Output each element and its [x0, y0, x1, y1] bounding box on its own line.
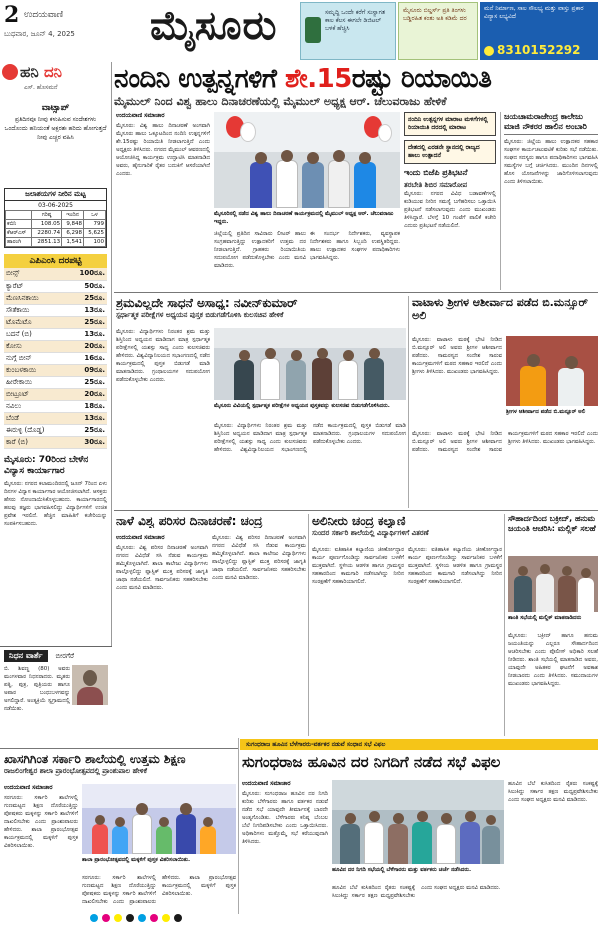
- photo-person: [312, 358, 332, 400]
- mid-story-body: ಮೈಸೂರು: ನಗರದ ವಿವಿಧ ಬಡಾವಣೆಗಳಲ್ಲಿ ಕುಡಿಯುವ ನೀರಿನ ಸಮಸ್ಯೆ ಬಗೆಹರಿಸಲು ಒತ್ತಾಯಿಸಿ ಪ್ರತಿಭಟನೆ ನಡೆಸಲಾಗುವುದು ಎಂದು ಮುಖಂಡರು ತಿಳಿಸಿದ್ದಾರೆ. ಬೆಳಗ್ಗೆ 10 ಗಂಟೆಗೆ ಪಾಲಿಕೆ ಕಚೇರಿ ಎದುರು ಪ್ರತಿಭಟನೆ ನಡೆಯಲಿದೆ.: [404, 191, 496, 229]
- section-divider: [114, 292, 598, 293]
- sringeri-story-headline[interactable]: ವಾಟಾಳು ಶ್ರೀಗಳ ಆಶೀರ್ವಾದ ಪಡೆದ ಬಿ.ಮನ್ಸೂರ್ ಅಲಿ: [412, 296, 588, 322]
- photo-person: [388, 824, 408, 864]
- flower-photo: [332, 780, 504, 864]
- item-name: ಕ್ಯಾರೆಟ್: [4, 280, 65, 292]
- labour-story-body: ಮೈಸೂರು: ವಿದ್ಯಾರ್ಥಿಗಳು ನಿರಂತರ ಶ್ರಮ ಮತ್ತು ಶಿಸ್ತಿನಿಂದ ಅಧ್ಯಯನ ಮಾಡಿದಾಗ ಮಾತ್ರ ಸ್ಪರ್ಧಾತ್ಮಕ ಪರೀಕ್ಷೆಗಳಲ್ಲಿ ಯಶಸ್ಸು ಸಾಧ್ಯ ಎಂದು ಕುಲಸಚಿವರು ಹೇಳಿದರು. ವಿಶ್ವವಿದ್ಯಾನಿಲಯದ ಸಭಾಂಗಣದಲ್ಲಿ ನಡೆದ ಕಾರ್ಯಕ್ರಮದಲ್ಲಿ ಪುಸ್ತಕ ಬಿಡುಗಡೆ ಮಾಡಿ ಮಾತನಾಡಿದರು. ಗ್ರಂಥಾಲಯಗಳ ಸದುಪಯೋಗ ಪಡೆದುಕೊಳ್ಳಬೇಕು ಎಂದರು.: [116, 329, 210, 383]
- honey-title-b: ದನಿ: [43, 63, 63, 81]
- item-name: ಬೀಟ್ರೂಟ್: [4, 388, 65, 400]
- kalyani-story-subheadline: ಸುಂದರ ಸರ್ಕಾರಿ ಶಾಲೆಯಲ್ಲಿ ವಿದ್ಯಾರ್ಥಿಗಳಿಗೆ ವಿತರಣೆ: [312, 529, 429, 537]
- table-cell: 2280.74: [32, 229, 62, 238]
- photo-balloon: [378, 124, 392, 142]
- labour-photo: [214, 328, 406, 400]
- photo-person-head: [345, 813, 356, 824]
- lead-headline-part: ನಂದಿನಿ ಉತ್ಪನ್ನಗಳಿಗೆ: [114, 64, 285, 94]
- ad-box-digital[interactable]: [300, 2, 396, 60]
- school-story-head-block: [4, 752, 236, 782]
- flower-story-body: ಹೂವಿನ ಬೆಲೆ ಕುಸಿತದಿಂದ ರೈತರು ಸಂಕಷ್ಟಕ್ಕೆ ಸಿಲುಕಿದ್ದು ಸರ್ಕಾರ ತಕ್ಷಣ ಮಧ್ಯಪ್ರವೇಶಿಸಬೇಕು ಎಂದು ಸಂಘದ ಅಧ್ಯಕ್ಷರು ಮನವಿ ಮಾಡಿದರು.: [508, 781, 598, 803]
- item-name: ಹೀರೇಕಾಯಿ: [4, 376, 65, 388]
- honey-poem-head: ವಾಟ್ಸಾಪ್: [41, 103, 70, 113]
- table-row: [4, 400, 107, 412]
- obituary-title: ನಿಧನ ವಾರ್ತೆ: [4, 650, 48, 662]
- registration-mark: [126, 914, 134, 922]
- lead-headline-block: [114, 64, 598, 109]
- side-story: [504, 112, 598, 290]
- flower-story-headline[interactable]: ಸುಗಂಧರಾಜ ಹೂವಿನ ದರ ನಿಗದಿಗೆ ನಡೆದ ಸಭೆ ವಿಫಲ: [242, 753, 501, 771]
- table-cell: ಕೆಆರ್‌ಎಸ್: [6, 229, 32, 238]
- kalyani-story-body: ಮೈಸೂರು: ಐತಿಹಾಸಿಕ ಕಲ್ಯಾಣಿಯ ಜೀರ್ಣೋದ್ಧಾರ ಕಾರ್ಯ ಪೂರ್ಣಗೊಂಡಿದ್ದು ಸಾರ್ವಜನಿಕರ ಬಳಕೆಗೆ ಮುಕ್ತವಾಗಿದೆ. ಸ್ಥಳೀಯ ಆಡಳಿತ ಹಾಗೂ ಗ್ರಾಮಸ್ಥರ ಸಹಕಾರದಿಂದ ಕಾಮಗಾರಿ ನಡೆಸಲಾಗಿದ್ದು ನೀರಿನ ಸಂರಕ್ಷಣೆಗೆ ಸಹಕಾರಿಯಾಗಲಿದೆ.: [312, 547, 404, 585]
- item-name: ಮೆಣಸಿನಕಾಯಿ: [4, 292, 65, 304]
- item-price: 16ರೂ.: [65, 352, 107, 364]
- ad-phone-number: 8310152292: [497, 43, 581, 57]
- column-divider: [500, 112, 501, 290]
- column-divider: [504, 514, 505, 736]
- photo-person: [578, 578, 594, 612]
- table-row: [4, 316, 107, 328]
- honey-poem: [0, 102, 111, 184]
- reservoir-table: [5, 210, 106, 247]
- photo-person-head: [518, 566, 528, 576]
- registration-mark: [138, 914, 146, 922]
- sringeri-story-head-block: [412, 296, 598, 336]
- registration-mark: [90, 914, 98, 922]
- photo-person-head: [465, 811, 476, 822]
- school-photo-caption: ಶಾಲಾ ಪ್ರಾರಂಭೋತ್ಸವದಲ್ಲಿ ಮಕ್ಕಳಿಗೆ ಪುಸ್ತಕ ವಿತರಿಸಲಾಯಿತು.: [82, 857, 191, 863]
- photo-person: [340, 824, 360, 864]
- section-divider: [114, 510, 598, 511]
- flower-story-continued: [332, 884, 504, 910]
- table-row: [6, 220, 106, 229]
- photo-person-head: [203, 817, 213, 827]
- photo-backdrop: [82, 784, 236, 808]
- labour-story-subheadline: ಸ್ಪರ್ಧಾತ್ಮಕ ಪರೀಕ್ಷೆಗಳ ಅಧ್ಯಯನ ಪುಸ್ತಕ ಬಿಡುಗಡೆಗೊಳಿಸಿ ಕುಲಸಚಿವ ಹೇಳಿಕೆ: [116, 311, 284, 319]
- photo-person: [132, 814, 152, 854]
- photo-person-head: [369, 348, 380, 359]
- photo-person: [364, 358, 384, 400]
- table-row: [4, 304, 107, 316]
- item-price: 13ರೂ.: [65, 412, 107, 424]
- kalyani-story-headline[interactable]: ಅಲಿನೀರು ಚಂದ್ರ ಕಲ್ಯಾಣಿ: [312, 514, 406, 528]
- flower-photo-caption: ಹೂವಿನ ದರ ನಿಗದಿ ಸಭೆಯಲ್ಲಿ ಬೆಳೆಗಾರರು ಮತ್ತು ವರ್ತಕರು ಚರ್ಚೆ ನಡೆಸಿದರು.: [332, 867, 472, 873]
- photo-person-head: [527, 354, 540, 367]
- obituary-place: ಬೀರಗೆರೆ: [55, 651, 74, 660]
- photo-person: [276, 160, 298, 208]
- lead-highlight: ದೇಶದಲ್ಲಿ ಎರಡನೇ ಸ್ಥಾನದಲ್ಲಿ ರಾಜ್ಯದ ಹಾಲು ಉತ್ಪಾದನೆ: [404, 140, 496, 164]
- registration-mark: [102, 914, 110, 922]
- photo-person-head: [265, 348, 276, 359]
- photo-person-head: [417, 811, 428, 822]
- photo-person: [112, 826, 128, 854]
- photo-person-head: [255, 152, 267, 164]
- kalyani-story-head-block: [312, 514, 502, 544]
- table-header: [6, 211, 106, 220]
- table-row: [6, 229, 106, 238]
- byline: ಉದಯವಾಣಿ ಸಮಾಚಾರ: [4, 784, 53, 791]
- registration-mark: [162, 914, 170, 922]
- lead-photo: [214, 112, 400, 208]
- lead-headline-highlight: ಶೇ.15: [285, 64, 352, 94]
- column-divider: [308, 514, 309, 736]
- table-cell: ಕಬಿನಿ: [6, 220, 32, 229]
- item-name: ಕಾರೆ (ಬಿ): [4, 436, 65, 448]
- harmony-story-headline[interactable]: ಸೌಹಾರ್ದದಿಂದ ಬಕ್ರೀದ್, ಹನುಮ ಜಯಂತಿ ಆಚರಿಸಿ: ಮಲ್ಲಿಕ್ ಸಲಹೆ: [508, 514, 596, 533]
- honey-author: ಎಸ್. ಹೊಸಮನೆ: [24, 84, 58, 91]
- column-divider: [408, 296, 409, 508]
- table-row: [6, 238, 106, 247]
- table-cell: 1,541: [62, 238, 84, 247]
- photo-person-head: [441, 813, 452, 824]
- harmony-story-head-block: [508, 514, 598, 554]
- photo-person: [176, 814, 196, 854]
- apmc-title: ಎಪಿಎಂಸಿ ದರಪಟ್ಟಿ: [4, 254, 107, 268]
- item-price: 25ರೂ.: [65, 316, 107, 328]
- photo-person-head: [343, 350, 354, 361]
- date-line: ಬುಧವಾರ, ಜೂನ್ 4, 2025: [4, 30, 75, 38]
- photo-person-head: [281, 150, 293, 162]
- photo-person-head: [307, 152, 319, 164]
- side-story-body: ಮೈಸೂರು: ಜಿಲ್ಲೆಯ ಹಾಲು ಉತ್ಪಾದಕರ ಸಹಕಾರ ಸಂಘಗಳ ಕಾರ್ಯಚಟುವಟಿಕೆ ಕುರಿತು ಸಭೆ ನಡೆಯಿತು. ಸಂಘದ ಸದಸ್ಯರು ಹಾಗೂ ಪದಾಧಿಕಾರಿಗಳು ಭಾಗವಹಿಸಿ ಸಮಸ್ಯೆಗಳ ಬಗ್ಗೆ ಚರ್ಚಿಸಿದರು. ಮುಂದಿನ ದಿನಗಳಲ್ಲಿ ಹೊಸ ಯೋಜನೆಗಳನ್ನು ಜಾರಿಗೊಳಿಸಲಾಗುವುದು ಎಂದು ತಿಳಿಸಲಾಯಿತು.: [504, 139, 598, 185]
- lead-headline[interactable]: [114, 64, 598, 94]
- photo-person: [364, 822, 384, 864]
- item-price: 09ರೂ.: [65, 364, 107, 376]
- photo-person-head: [369, 811, 380, 822]
- item-name: ಟೊಮೆಟೊ: [4, 316, 65, 328]
- table-cell: 2851.13: [32, 238, 62, 247]
- table-row: [4, 436, 107, 448]
- labour-story-headline[interactable]: ಶ್ರಮವಿಲ್ಲದೇ ಸಾಧನೆ ಅಸಾಧ್ಯ: ನವೀನ್‌ಕುಮಾರ್: [116, 296, 298, 310]
- table-row: [4, 292, 107, 304]
- lead-column-1: [116, 112, 210, 232]
- photo-person: [234, 360, 254, 400]
- table-cell: 799: [84, 220, 106, 229]
- photo-person: [338, 360, 358, 400]
- photo-person-head: [136, 803, 148, 815]
- photo-person-head: [317, 348, 328, 359]
- photo-person-head: [565, 356, 578, 369]
- photo-person: [286, 360, 306, 400]
- photo-person-head: [180, 803, 192, 815]
- photo-person-head: [562, 566, 572, 576]
- harmony-story-column: [508, 632, 598, 734]
- photo-person: [412, 822, 432, 864]
- table-header-cell: ಇಂದಿನ: [62, 211, 84, 220]
- lead-body: ಈ ಸಂದರ್ಭ ನಿರ್ದೇಶಕರು, ವ್ಯವಸ್ಥಾಪಕ ನಿರ್ದೇಶಕರು ಹಾಗೂ ಸಿಬ್ಬಂದಿ ಉಪಸ್ಥಿತರಿದ್ದರು. ಹಾಲು ಉತ್ಪಾದಕರ ಸಂಘಗಳ ಪದಾಧಿಕಾರಿಗಳು ಭಾಗವಹಿಸಿದ್ದರು.: [310, 231, 400, 261]
- labour-story-column: [116, 328, 210, 508]
- photo-person-head: [581, 568, 591, 578]
- sringeri-story-continued: [412, 430, 598, 508]
- sringeri-photo: [506, 336, 598, 406]
- photo-person-head: [486, 815, 496, 825]
- table-header-cell: ಒಳ: [84, 211, 106, 220]
- photo-person-head: [159, 817, 169, 827]
- honey-header: [0, 62, 111, 102]
- ad-box-construction[interactable]: [480, 2, 598, 60]
- item-price: 25ರೂ.: [65, 292, 107, 304]
- registration-marks: [90, 914, 182, 924]
- table-row: [4, 280, 107, 292]
- phone-icon: [484, 46, 494, 56]
- registration-mark: [174, 914, 182, 922]
- labour-photo-caption: ಮೈಸೂರು ವಿವಿಯಲ್ಲಿ ಸ್ಪರ್ಧಾತ್ಮಕ ಪರೀಕ್ಷೆಗಳ ಅಧ್ಯಯನ ಪುಸ್ತಕವನ್ನು ಕುಲಸಚಿವ ಬಿಡುಗಡೆಗೊಳಿಸಿದರು.: [214, 403, 390, 409]
- paper-name: ಉದಯವಾಣಿ: [24, 10, 64, 20]
- photo-person: [92, 824, 108, 854]
- item-name: ನುಗ್ಗೆ ಬೀನ್: [4, 352, 65, 364]
- apmc-rates-box: [4, 254, 107, 449]
- table-row: [4, 388, 107, 400]
- left-column: [0, 62, 112, 646]
- photo-person-body: [77, 687, 103, 705]
- photo-person-head: [239, 350, 250, 361]
- lead-highlight: ನಂದಿನಿ ಉತ್ಪನ್ನಗಳ ಮಾರಾಟ ಮಳಿಗೆಗಳಲ್ಲಿ ರಿಯಾಯಿತಿ ದರದಲ್ಲಿ ಮಾರಾಟ: [404, 112, 496, 136]
- labour-story-head-block: [116, 296, 406, 326]
- honey-title: [20, 63, 62, 81]
- table-row: [4, 340, 107, 352]
- lead-photo-caption: ಮೈಸೂರಿನಲ್ಲಿ ನಡೆದ ವಿಶ್ವ ಹಾಲು ದಿನಾಚರಣೆ ಕಾರ್ಯಕ್ರಮದಲ್ಲಿ ಮೈಮುಲ್ ಅಧ್ಯಕ್ಷ ಆರ್. ಚೆಲುವರಾಜು ಇದ್ದರು.: [214, 211, 394, 225]
- section-divider: [0, 748, 238, 749]
- flower-story-head-block: [242, 752, 598, 776]
- column-divider: [238, 738, 239, 914]
- obituary-photo: [72, 665, 108, 705]
- photo-backdrop: [332, 780, 504, 810]
- lead-column-2: [214, 230, 306, 290]
- photo-person-head: [95, 815, 105, 825]
- photo-person: [514, 576, 532, 612]
- registration-mark: [150, 914, 158, 922]
- photo-person-head: [291, 350, 302, 361]
- item-price: 25ರೂ.: [65, 424, 107, 436]
- lead-headline-part: ರಷ್ಟು ರಿಯಾಯಿತಿ: [351, 64, 492, 94]
- item-name: ಬದನೆ (ಬಿ): [4, 328, 65, 340]
- school-story-continued: [82, 874, 236, 910]
- photo-person: [482, 826, 500, 864]
- photo-person: [156, 826, 172, 854]
- table-row: [4, 352, 107, 364]
- sringeri-story-column: [412, 336, 502, 426]
- apmc-table: [4, 268, 107, 449]
- item-name: ಬೆಂಡೆ: [4, 412, 65, 424]
- environment-story-head-block: [116, 514, 306, 532]
- school-story-subheadline: ರಾಜಲಿಂಗೇಶ್ವರ ಶಾಲಾ ಪ್ರಾರಂಭೋತ್ಸವದಲ್ಲಿ ಪ್ರಾಂಶುಪಾಲ ಹೇಳಿಕೆ: [4, 767, 147, 775]
- item-name: ಕುಂಬಳಕಾಯಿ: [4, 364, 65, 376]
- flower-story-body: ಹೂವಿನ ಬೆಲೆ ಕುಸಿತದಿಂದ ರೈತರು ಸಂಕಷ್ಟಕ್ಕೆ ಸಿಲುಕಿದ್ದು ಸರ್ಕಾರ ತಕ್ಷಣ ಮಧ್ಯಪ್ರವೇಶಿಸಬೇಕು ಎಂದು ಸಂಘದ ಅಧ್ಯಕ್ಷರು ಮನವಿ ಮಾಡಿದರು.: [332, 885, 501, 899]
- lead-body: ಮೈಸೂರು: ವಿಶ್ವ ಹಾಲು ದಿನಾಚರಣೆ ಅಂಗವಾಗಿ ಮೈಸೂರು ಹಾಲು ಒಕ್ಕೂಟದಿಂದ ನಂದಿನಿ ಉತ್ಪನ್ನಗಳಿಗೆ ಶೇ.15ರಷ್ಟು ರಿಯಾಯಿತಿ ನೀಡಲಾಗುತ್ತಿದೆ ಎಂದು ಅಧ್ಯಕ್ಷರು ತಿಳಿಸಿದರು. ನಗರದ ಮೈಮುಲ್ ಆವರಣದಲ್ಲಿ ಆಯೋಜಿಸಿದ್ದ ಕಾರ್ಯಕ್ರಮ ಉದ್ಘಾಟಿಸಿ ಮಾತನಾಡಿದ ಅವರು, ಹೈನುಗಾರಿಕೆ ರೈತರ ಬದುಕಿಗೆ ಆಸರೆಯಾಗಿದೆ ಎಂದರು.: [116, 123, 210, 177]
- sringeri-story-body: ಮೈಸೂರು: ವಾಟಾಳು ಮಠಕ್ಕೆ ಭೇಟಿ ನೀಡಿದ ಬಿ.ಮನ್ಸೂರ್ ಅಲಿ ಅವರು ಶ್ರೀಗಳ ಆಶೀರ್ವಾದ ಪಡೆದರು. ಸಾಮರಸ್ಯದ ಸಂದೇಶ ಸಾರುವ ಕಾರ್ಯಕ್ರಮಗಳಿಗೆ ಮಠದ ಸಹಕಾರ ಇರಲಿದೆ ಎಂದು ಶ್ರೀಗಳು ತಿಳಿಸಿದರು. ಮುಖಂಡರು ಭಾಗವಹಿಸಿದ್ದರು.: [412, 337, 502, 375]
- phone-icon: [305, 17, 321, 43]
- school-photo: [82, 784, 236, 854]
- sringeri-photo-caption: ಶ್ರೀಗಳ ಆಶೀರ್ವಾದ ಪಡೆದ ಬಿ.ಮನ್ಸೂರ್ ಅಲಿ: [506, 409, 586, 415]
- table-cell: 100: [84, 238, 106, 247]
- photo-person: [536, 574, 554, 612]
- item-price: 20ರೂ.: [65, 388, 107, 400]
- harmony-story-body: ಮೈಸೂರು: ಬಕ್ರೀದ್ ಹಾಗೂ ಹನುಮ ಜಯಂತಿಯನ್ನು ಎಲ್ಲರೂ ಸೌಹಾರ್ದದಿಂದ ಆಚರಿಸಬೇಕು ಎಂದು ಪೊಲೀಸ್ ಅಧಿಕಾರಿ ಸಲಹೆ ನೀಡಿದರು. ಶಾಂತಿ ಸಭೆಯಲ್ಲಿ ಮಾತನಾಡಿದ ಅವರು, ಯಾವುದೇ ಅಹಿತಕರ ಘಟನೆಗೆ ಅವಕಾಶ ನೀಡಬಾರದು ಎಂದು ತಿಳಿಸಿದರು. ಸಮುದಾಯಗಳ ಮುಖಂಡರು ಭಾಗವಹಿಸಿದ್ದರು.: [508, 633, 598, 687]
- photo-person: [436, 824, 456, 864]
- table-cell: 6,298: [62, 229, 84, 238]
- photo-person: [250, 162, 272, 208]
- ad-text: ಸಮೃದ್ಧಿ ಒಂದೇ ಕರೆಗೆ ಸುಸ್ವಾಗತ ಕಾಲ ಕೆಲಸ ಈಗಲೇ ಡಿಜಿಟಲ್ ಬಳಕೆ ಹೆಚ್ಚಿಸಿ: [325, 9, 386, 32]
- kalyani-story-body: ಮೈಸೂರು: ಐತಿಹಾಸಿಕ ಕಲ್ಯಾಣಿಯ ಜೀರ್ಣೋದ್ಧಾರ ಕಾರ್ಯ ಪೂರ್ಣಗೊಂಡಿದ್ದು ಸಾರ್ವಜನಿಕರ ಬಳಕೆಗೆ ಮುಕ್ತವಾಗಿದೆ. ಸ್ಥಳೀಯ ಆಡಳಿತ ಹಾಗೂ ಗ್ರಾಮಸ್ಥರ ಸಹಕಾರದಿಂದ ಕಾಮಗಾರಿ ನಡೆಸಲಾಗಿದ್ದು ನೀರಿನ ಸಂರಕ್ಷಣೆಗೆ ಸಹಕಾರಿಯಾಗಲಿದೆ.: [408, 547, 502, 585]
- photo-person: [558, 368, 584, 406]
- photo-balloon: [240, 122, 256, 142]
- byline: ಉದಯವಾಣಿ ಸಮಾಚಾರ: [242, 780, 291, 787]
- item-price: 18ರೂ.: [65, 400, 107, 412]
- item-price: 25ರೂ.: [65, 376, 107, 388]
- lead-column-3: [310, 230, 400, 290]
- photo-person: [354, 162, 376, 208]
- item-price: 13ರೂ.: [65, 304, 107, 316]
- photo-person: [200, 826, 216, 854]
- reservoir-title: ಜಲಾಶಯಗಳ ನೀರಿನ ಮಟ್ಟ: [5, 189, 106, 201]
- table-cell: ಹಾರಂಗಿ: [6, 238, 32, 247]
- flower-story-column-1: [242, 780, 328, 910]
- photo-person-head: [333, 150, 345, 162]
- table-cell: 108.05: [32, 220, 62, 229]
- byline: ಉದಯವಾಣಿ ಸಮಾಚಾರ: [116, 112, 165, 119]
- school-story-headline[interactable]: ಖಾಸಗಿಗಿಂತ ಸರ್ಕಾರಿ ಶಾಲೆಯಲ್ಲಿ ಉತ್ತಮ ಶಿಕ್ಷಣ: [4, 752, 186, 766]
- item-price: 50ರೂ.: [65, 280, 107, 292]
- environment-story-body: ಮೈಸೂರು: ವಿಶ್ವ ಪರಿಸರ ದಿನಾಚರಣೆ ಅಂಗವಾಗಿ ನಗರದ ವಿವಿಧೆಡೆ ಸಸಿ ನೆಡುವ ಕಾರ್ಯಕ್ರಮ ಹಮ್ಮಿಕೊಳ್ಳಲಾಗಿದೆ. ಶಾಲಾ ಕಾಲೇಜು ವಿದ್ಯಾರ್ಥಿಗಳು ಪಾಲ್ಗೊಳ್ಳಲಿದ್ದು ಪ್ಲಾಸ್ಟಿಕ್ ಮುಕ್ತ ಪರಿಸರಕ್ಕೆ ಜಾಗೃತಿ ಜಾಥಾ ನಡೆಯಲಿದೆ. ಸಾರ್ವಜನಿಕರು ಸಹಕರಿಸಬೇಕು ಎಂದು ಮನವಿ ಮಾಡಿದರು.: [212, 535, 306, 581]
- item-name: ಸೌತೆಕಾಯಿ: [4, 304, 65, 316]
- flower-story-column-3: [508, 780, 598, 910]
- ad-phone: [484, 43, 581, 57]
- honey-title-a: ಹನಿ: [20, 63, 39, 81]
- item-name: ಬೀನ್ಸ್: [4, 268, 65, 280]
- registration-mark: [114, 914, 122, 922]
- side-story-headline[interactable]: ಜಯಚಾಮರಾಜೇಂದ್ರ ಕಾಲೇಜು ಮಾಜಿ ನೌಕರರ ಹಾಲಿನ ಅಂಬಾರಿ: [504, 112, 598, 135]
- mid-story-headline[interactable]: ಇಂದು ಬಿಜೆಪಿ ಪ್ರತಿಭಟನೆ: [404, 168, 468, 177]
- photo-person-head: [115, 817, 125, 827]
- lead-body: ಜಿಲ್ಲೆಯಲ್ಲಿ ಪ್ರತಿದಿನ ಸಾವಿರಾರು ಲೀಟರ್ ಹಾಲು ಸಂಗ್ರಹವಾಗುತ್ತಿದ್ದು ಉತ್ಪಾದಕರಿಗೆ ಉತ್ತಮ ದರ ನೀಡಲಾಗುತ್ತಿದೆ. ಗ್ರಾಹಕರು ರಿಯಾಯಿತಿಯ ಸದುಪಯೋಗ ಪಡೆದುಕೊಳ್ಳಬೇಕು ಎಂದು ಮನವಿ ಮಾಡಿದರು.: [214, 231, 306, 269]
- sringeri-story-body: ಮೈಸೂರು: ವಾಟಾಳು ಮಠಕ್ಕೆ ಭೇಟಿ ನೀಡಿದ ಬಿ.ಮನ್ಸೂರ್ ಅಲಿ ಅವರು ಶ್ರೀಗಳ ಆಶೀರ್ವಾದ ಪಡೆದರು. ಸಾಮರಸ್ಯದ ಸಂದೇಶ ಸಾರುವ ಕಾರ್ಯಕ್ರಮಗಳಿಗೆ ಮಠದ ಸಹಕಾರ ಇರಲಿದೆ ಎಂದು ಶ್ರೀಗಳು ತಿಳಿಸಿದರು. ಮುಖಂಡರು ಭಾಗವಹಿಸಿದ್ದರು.: [412, 431, 598, 453]
- masthead: [0, 0, 600, 62]
- item-name: ಕೋಸು: [4, 340, 65, 352]
- environment-story-column-1: [116, 534, 208, 734]
- city-title: ಮೈಸೂರು: [150, 2, 278, 49]
- flower-story-kicker: ಸುಗಂಧರಾಜ ಹೂವಿನ ಬೆಳೆಗಾರರು-ವರ್ತಕರ ನಡುವೆ ಸಂಧಾನ ಸಭೆ ವಿಫಲ: [240, 739, 598, 750]
- photo-person: [460, 822, 480, 864]
- byline: ಉದಯವಾಣಿ ಸಮಾಚಾರ: [116, 534, 165, 541]
- environment-story-column-2: [212, 534, 306, 734]
- reservoir-date: 03-06-2025: [38, 202, 73, 209]
- lead-highlights-column: [404, 112, 496, 290]
- school-story-body: ಸರಗೂರು: ಸರ್ಕಾರಿ ಶಾಲೆಗಳಲ್ಲಿ ಗುಣಮಟ್ಟದ ಶಿಕ್ಷಣ ದೊರೆಯುತ್ತಿದ್ದು ಪೋಷಕರು ಮಕ್ಕಳನ್ನು ಸರ್ಕಾರಿ ಶಾಲೆಗಳಿಗೆ ದಾಖಲಿಸಬೇಕು ಎಂದು ಪ್ರಾಂಶುಪಾಲರು ಹೇಳಿದರು. ಶಾಲಾ ಪ್ರಾರಂಭೋತ್ಸವ ಕಾರ್ಯಕ್ರಮದಲ್ಲಿ ಮಕ್ಕಳಿಗೆ ಪುಸ್ತಕ ವಿತರಿಸಲಾಯಿತು.: [82, 875, 236, 905]
- photo-person: [260, 358, 280, 400]
- table-header-cell: [6, 211, 32, 220]
- harmony-photo-caption: ಶಾಂತಿ ಸಭೆಯಲ್ಲಿ ಮಲ್ಲಿಕ್ ಮಾತನಾಡಿದರು: [508, 615, 582, 621]
- item-name: ನವಿಲು: [4, 400, 65, 412]
- photo-backdrop: [214, 328, 406, 348]
- photo-person: [302, 162, 324, 208]
- photo-person-head: [540, 564, 550, 574]
- table-row: [4, 268, 107, 280]
- page-number: 2: [4, 2, 20, 28]
- item-price: 100ರೂ.: [65, 268, 107, 280]
- photo-person-head: [83, 670, 97, 686]
- honey-poem-body: ಪ್ರತಿದಿನವೂ ನೀವು ಕಳುಹಿಸುವ ಸಂದೇಶಗಳು ಒಂದೊಂದು ಹನಿಯಂತೆ ಅಕ್ಷರಶಃ ಹರಿದು ಹೋಗುತ್ತದೆ ನೀವು ಎಚ್ಚರ ವಹಿಸಿ: [4, 116, 107, 141]
- photo-person-head: [393, 813, 404, 824]
- kalyani-story-column-1: [312, 546, 404, 734]
- harmony-photo: [508, 556, 598, 612]
- table-row: [4, 424, 107, 436]
- table-row: [4, 328, 107, 340]
- ad-text: ಮನೆ ನಿರ್ಮಾಣ, ಸಾಲ ಸೌಲಭ್ಯ ಮತ್ತು ವಾಸ್ತು ಪ್ರಕಾರ ವಿನ್ಯಾಸ ಲಭ್ಯವಿದೆ: [484, 5, 584, 20]
- ad-box-builders[interactable]: [398, 2, 478, 60]
- obituary-section: [0, 646, 112, 746]
- school-story-column-1: [4, 784, 78, 910]
- flower-story-body: ಮೈಸೂರು: ಸುಗಂಧರಾಜ ಹೂವಿನ ದರ ನಿಗದಿ ಕುರಿತು ಬೆಳೆಗಾರರು ಹಾಗೂ ವರ್ತಕರ ನಡುವೆ ನಡೆದ ಸಭೆ ಯಾವುದೇ ತೀರ್ಮಾನಕ್ಕೆ ಬಾರದೇ ಅಂತ್ಯಗೊಂಡಿತು. ಬೆಳೆಗಾರರು ಕನಿಷ್ಠ ಬೆಂಬಲ ಬೆಲೆ ನಿಗದಿಪಡಿಸಬೇಕು ಎಂದು ಒತ್ತಾಯಿಸಿದರು. ಅಧಿಕಾರಿಗಳು ಮತ್ತೊಮ್ಮೆ ಸಭೆ ಕರೆಯುವುದಾಗಿ ತಿಳಿಸಿದರು.: [242, 791, 328, 845]
- photo-person: [558, 576, 576, 612]
- table-row: [4, 376, 107, 388]
- photo-person-head: [359, 152, 371, 164]
- table-header-cell: ಗರಿಷ್ಠ: [32, 211, 62, 220]
- reservoir-box: [4, 188, 107, 248]
- photo-person: [328, 160, 350, 208]
- left-story-headline[interactable]: ಮೈಸೂರು: 70ರಿಂದ ಬೇಳೆನ ವಿನ್ಯಾಸ ಕಾರ್ಯಾಗಾರ: [4, 454, 89, 476]
- environment-story-headline[interactable]: ನಾಳೆ ವಿಶ್ವ ಪರಿಸರ ದಿನಾಚರಣೆ: ಚಂದ್ರ: [116, 514, 263, 528]
- left-story-body: ಮೈಸೂರು: ನಗರದ ಕಲಾಮಂದಿರದಲ್ಲಿ ಜೂನ್ 7ರಿಂದ ಏಳು ದಿನಗಳ ವಿನ್ಯಾಸ ಕಾರ್ಯಾಗಾರ ಆಯೋಜಿಸಲಾಗಿದೆ. ಆಸಕ್ತರು ಹೆಸರು ನೋಂದಾಯಿಸಿಕೊಳ್ಳಬಹುದು. ಕಾರ್ಯಾಗಾರದಲ್ಲಿ ಹಲವು ತಜ್ಞರು ಭಾಗವಹಿಸಲಿದ್ದು ವಿದ್ಯಾರ್ಥಿಗಳಿಗೆ ಉಚಿತ ಪ್ರವೇಶ ಇರಲಿದೆ. ಹೆಚ್ಚಿನ ಮಾಹಿತಿಗೆ ಕಚೇರಿಯನ್ನು ಸಂಪರ್ಕಿಸಬಹುದು.: [4, 480, 107, 527]
- honey-drop-icon: [2, 64, 18, 80]
- obituary-body: ಬಿ. ಶಿವಣ್ಣ (80) ಅವರು ಮಂಗಳವಾರ ನಿಧನರಾದರು. ಮೃತರು ಪತ್ನಿ, ಪುತ್ರ, ಪುತ್ರಿಯರು ಹಾಗೂ ಅಪಾರ ಬಂಧುಬಳಗವನ್ನು ಅಗಲಿದ್ದಾರೆ. ಅಂತ್ಯಕ್ರಿಯೆ ಸ್ವಗ್ರಾಮದಲ್ಲಿ ನಡೆಯಿತು.: [4, 666, 70, 712]
- item-price: 30ರೂ.: [65, 436, 107, 448]
- environment-story-body: ಮೈಸೂರು: ವಿಶ್ವ ಪರಿಸರ ದಿನಾಚರಣೆ ಅಂಗವಾಗಿ ನಗರದ ವಿವಿಧೆಡೆ ಸಸಿ ನೆಡುವ ಕಾರ್ಯಕ್ರಮ ಹಮ್ಮಿಕೊಳ್ಳಲಾಗಿದೆ. ಶಾಲಾ ಕಾಲೇಜು ವಿದ್ಯಾರ್ಥಿಗಳು ಪಾಲ್ಗೊಳ್ಳಲಿದ್ದು ಪ್ಲಾಸ್ಟಿಕ್ ಮುಕ್ತ ಪರಿಸರಕ್ಕೆ ಜಾಗೃತಿ ಜಾಥಾ ನಡೆಯಲಿದೆ. ಸಾರ್ವಜನಿಕರು ಸಹಕರಿಸಬೇಕು ಎಂದು ಮನವಿ ಮಾಡಿದರು.: [116, 545, 208, 591]
- table-cell: 9,848: [62, 220, 84, 229]
- labour-story-continued: [214, 422, 406, 508]
- table-cell: 5,625: [84, 229, 106, 238]
- ad-text: ಮೈಸೂರು ಬಿಲ್ಡರ್ಸ್ ಪ್ರತಿ ತಿಂಗಳು ಬಡ್ಡಿರಹಿತ ಕಂತು ಅತಿ ಕಡಿಮೆ ದರ: [403, 7, 467, 22]
- school-story-body: ಸರಗೂರು: ಸರ್ಕಾರಿ ಶಾಲೆಗಳಲ್ಲಿ ಗುಣಮಟ್ಟದ ಶಿಕ್ಷಣ ದೊರೆಯುತ್ತಿದ್ದು ಪೋಷಕರು ಮಕ್ಕಳನ್ನು ಸರ್ಕಾರಿ ಶಾಲೆಗಳಿಗೆ ದಾಖಲಿಸಬೇಕು ಎಂದು ಪ್ರಾಂಶುಪಾಲರು ಹೇಳಿದರು. ಶಾಲಾ ಪ್ರಾರಂಭೋತ್ಸವ ಕಾರ್ಯಕ್ರಮದಲ್ಲಿ ಮಕ್ಕಳಿಗೆ ಪುಸ್ತಕ ವಿತರಿಸಲಾಯಿತು.: [4, 795, 78, 849]
- item-price: 20ರೂ.: [65, 340, 107, 352]
- photo-person: [520, 366, 546, 406]
- kalyani-story-column-2: [408, 546, 502, 734]
- table-row: [4, 364, 107, 376]
- item-price: 13ರೂ.: [65, 328, 107, 340]
- lead-subheadline: ಮೈಮುಲ್ ನಿಂದ ವಿಶ್ವ ಹಾಲು ದಿನಾಚರಣೆಯಲ್ಲಿ ಮೈಮುಲ್ ಅಧ್ಯಕ್ಷ ಆರ್. ಚೆಲುವರಾಜು ಹೇಳಿಕೆ: [114, 95, 447, 108]
- table-row: [4, 412, 107, 424]
- labour-story-body: ಮೈಸೂರು: ವಿದ್ಯಾರ್ಥಿಗಳು ನಿರಂತರ ಶ್ರಮ ಮತ್ತು ಶಿಸ್ತಿನಿಂದ ಅಧ್ಯಯನ ಮಾಡಿದಾಗ ಮಾತ್ರ ಸ್ಪರ್ಧಾತ್ಮಕ ಪರೀಕ್ಷೆಗಳಲ್ಲಿ ಯಶಸ್ಸು ಸಾಧ್ಯ ಎಂದು ಕುಲಸಚಿವರು ಹೇಳಿದರು. ವಿಶ್ವವಿದ್ಯಾನಿಲಯದ ಸಭಾಂಗಣದಲ್ಲಿ ನಡೆದ ಕಾರ್ಯಕ್ರಮದಲ್ಲಿ ಪುಸ್ತಕ ಬಿಡುಗಡೆ ಮಾಡಿ ಮಾತನಾಡಿದರು. ಗ್ರಂಥಾಲಯಗಳ ಸದುಪಯೋಗ ಪಡೆದುಕೊಳ್ಳಬೇಕು ಎಂದರು.: [214, 423, 406, 453]
- obituary-header: [0, 647, 112, 665]
- mid-story-subheadline: ತರಬೇತಿ ಶಿಬಿರ ಸಮಾರೋಪ: [404, 181, 468, 189]
- item-name: ಈರುಳ್ಳಿ (ದೊಡ್ಡ): [4, 424, 65, 436]
